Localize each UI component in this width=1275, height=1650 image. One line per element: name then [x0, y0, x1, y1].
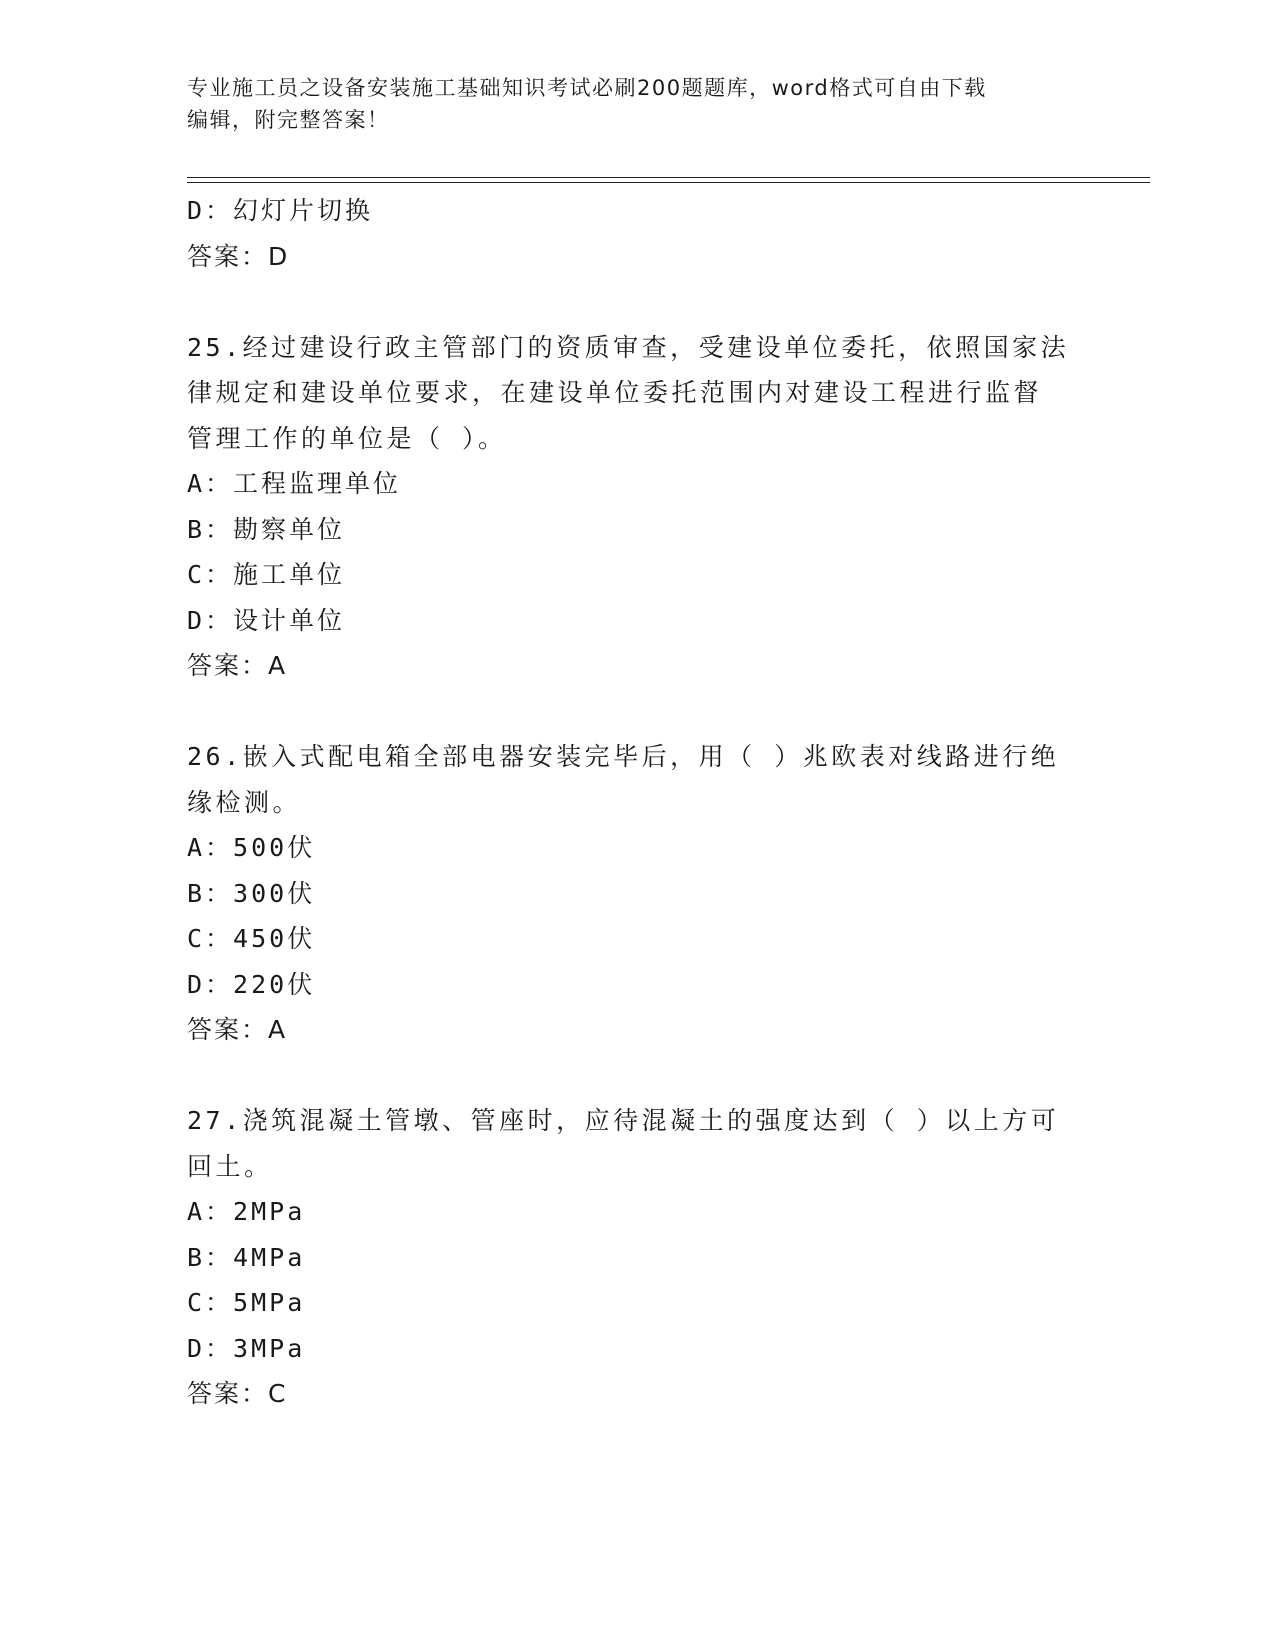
spacer — [187, 279, 1087, 325]
option-a: A：2MPa — [187, 1197, 306, 1226]
option-c: C：450伏 — [187, 924, 316, 953]
question-text — [187, 325, 1087, 462]
option-b: B：4MPa — [187, 1242, 306, 1272]
option-d: D：220伏 — [187, 969, 316, 999]
answer-line: 答案：A — [187, 651, 288, 680]
option-c: C：施工单位 — [187, 560, 346, 589]
previous-question-tail — [187, 188, 1087, 279]
question-26 — [187, 734, 1087, 1053]
option-c: C：5MPa — [187, 1288, 306, 1317]
spacer — [187, 1053, 1087, 1099]
document-header — [187, 72, 1087, 136]
option-b: B：勘察单位 — [187, 514, 346, 544]
option-d: D：设计单位 — [187, 605, 346, 635]
option-d: D：3MPa — [187, 1333, 306, 1363]
question-27 — [187, 1098, 1087, 1417]
header-title-line-1: 专业施工员之设备安装施工基础知识考试必刷200题题库，word格式可自由下载 — [187, 76, 987, 100]
question-text-line: 27.浇筑混凝土管墩、管座时，应待混凝土的强度达到（ ）以上方可 — [187, 1106, 1060, 1135]
spacer — [187, 689, 1087, 735]
answer-line: 答案：A — [187, 1015, 288, 1044]
question-text — [187, 1098, 1087, 1189]
question-text-line: 律规定和建设单位要求，在建设单位委托范围内对建设工程进行监督 — [187, 378, 1043, 407]
question-text-line: 缘检测。 — [187, 787, 302, 817]
question-text-line: 25.经过建设行政主管部门的资质审查，受建设单位委托，依照国家法 — [187, 332, 1070, 362]
question-text-line: 回土。 — [187, 1151, 273, 1181]
option-a: A：500伏 — [187, 833, 316, 862]
answer-line: 答案：C — [187, 1379, 288, 1408]
option-a: A：工程监理单位 — [187, 469, 402, 498]
option-b: B：300伏 — [187, 878, 316, 908]
question-text-line: 26.嵌入式配电箱全部电器安装完毕后，用（ ）兆欧表对线路进行绝 — [187, 742, 1060, 771]
option-d: D：幻灯片切换 — [187, 196, 374, 225]
question-text-line: 管理工作的单位是（ ）。 — [187, 423, 507, 453]
answer-line: 答案：D — [187, 241, 290, 271]
question-text — [187, 734, 1087, 825]
header-divider-bottom — [187, 182, 1150, 183]
header-title-line-2: 编辑，附完整答案！ — [187, 108, 390, 132]
question-25 — [187, 325, 1087, 689]
question-list — [187, 188, 1087, 1417]
header-divider-top — [187, 177, 1150, 178]
